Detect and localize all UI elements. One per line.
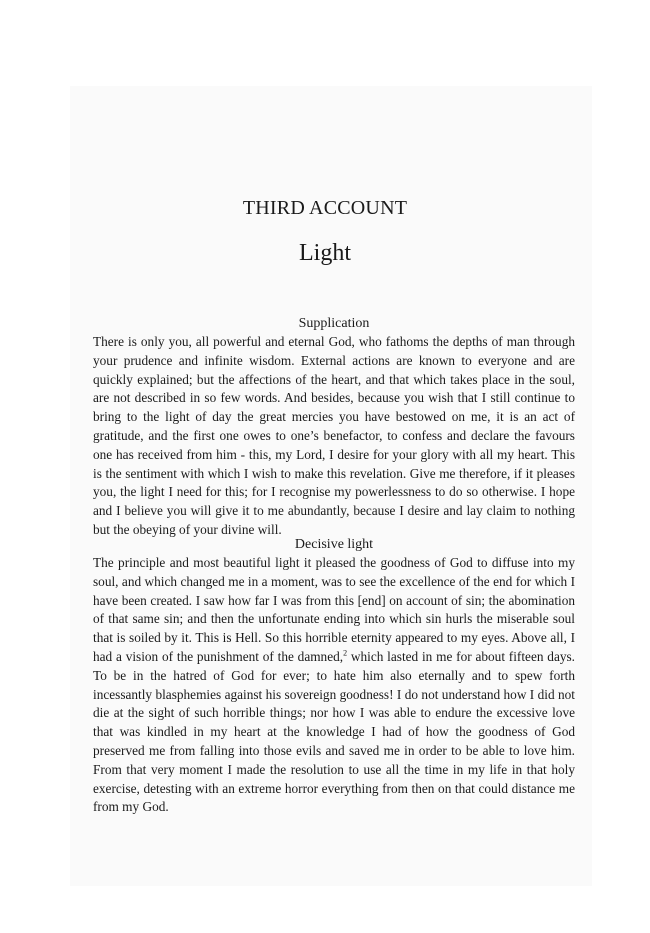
footnote-reference[interactable]: 2: [343, 648, 348, 658]
paragraph-text-part-1: The principle and most beautiful light it pleased the goodness of God to diffuse into my soul, and which changed me in a moment, was to see the excellence of the end for which I have been created. I saw how far I was from this [end] on account of sin; the abomination of that same sin; and then the unfortunate ending into which sin hurls the miserable soul that is soiled by it. This is Hell. So this horrible eternity appeared to my eyes. Above all, I had a vision of the punishment of the damned,: [93, 555, 575, 664]
section-paragraph: [93, 554, 575, 817]
section-heading: Supplication: [298, 316, 370, 331]
section-supplication: [93, 314, 575, 540]
section-paragraph: There is only you, all powerful and eternal God, who fathoms the depths of man through your prudence and infinite wisdom. External actions are known to everyone and are quickly explained; but the affections of the heart, and that which takes place in the soul, are not described in so few words. And besides, because you wish that I still continue to bring to the light of day the great mercies you have bestowed on me, it is an act of gratitude, and the first one owes to one’s benefactor, to confess and declare the favours one has received from him - this, my Lord, I desire for your glory with all my heart. This is the sentiment with which I wish to make this revelation. Give me therefore, if it pleases you, the light I need for this; for I recognise my powerlessness to do so otherwise. I hope and I believe you will give it to me abundantly, because I desire and lay claim to nothing but the obeying of your divine will.: [93, 334, 575, 537]
section-heading: Decisive light: [294, 537, 374, 552]
account-heading: THIRD ACCOUNT: [242, 197, 408, 219]
paragraph-text-part-2: which lasted in me for about fifteen days. To be in the hatred of God for ever; to hate him also eternally and to spew forth incessantly blasphemies against his sovereign goodness! I do not understand how I did not die at the sight of such horrible things; nor how I was able to endure the excessive love that was kindled in my heart at the knowledge I had of how the goodness of God preserved me from falling into those evils and saved me in order to be able to love him. From that very moment I made the resolution to use all the time in my life in that holy exercise, detesting with an extreme horror everything from then on that could distance me from my God.: [93, 648, 575, 815]
section-decisive-light: [93, 535, 575, 817]
chapter-title: Light: [299, 240, 351, 266]
